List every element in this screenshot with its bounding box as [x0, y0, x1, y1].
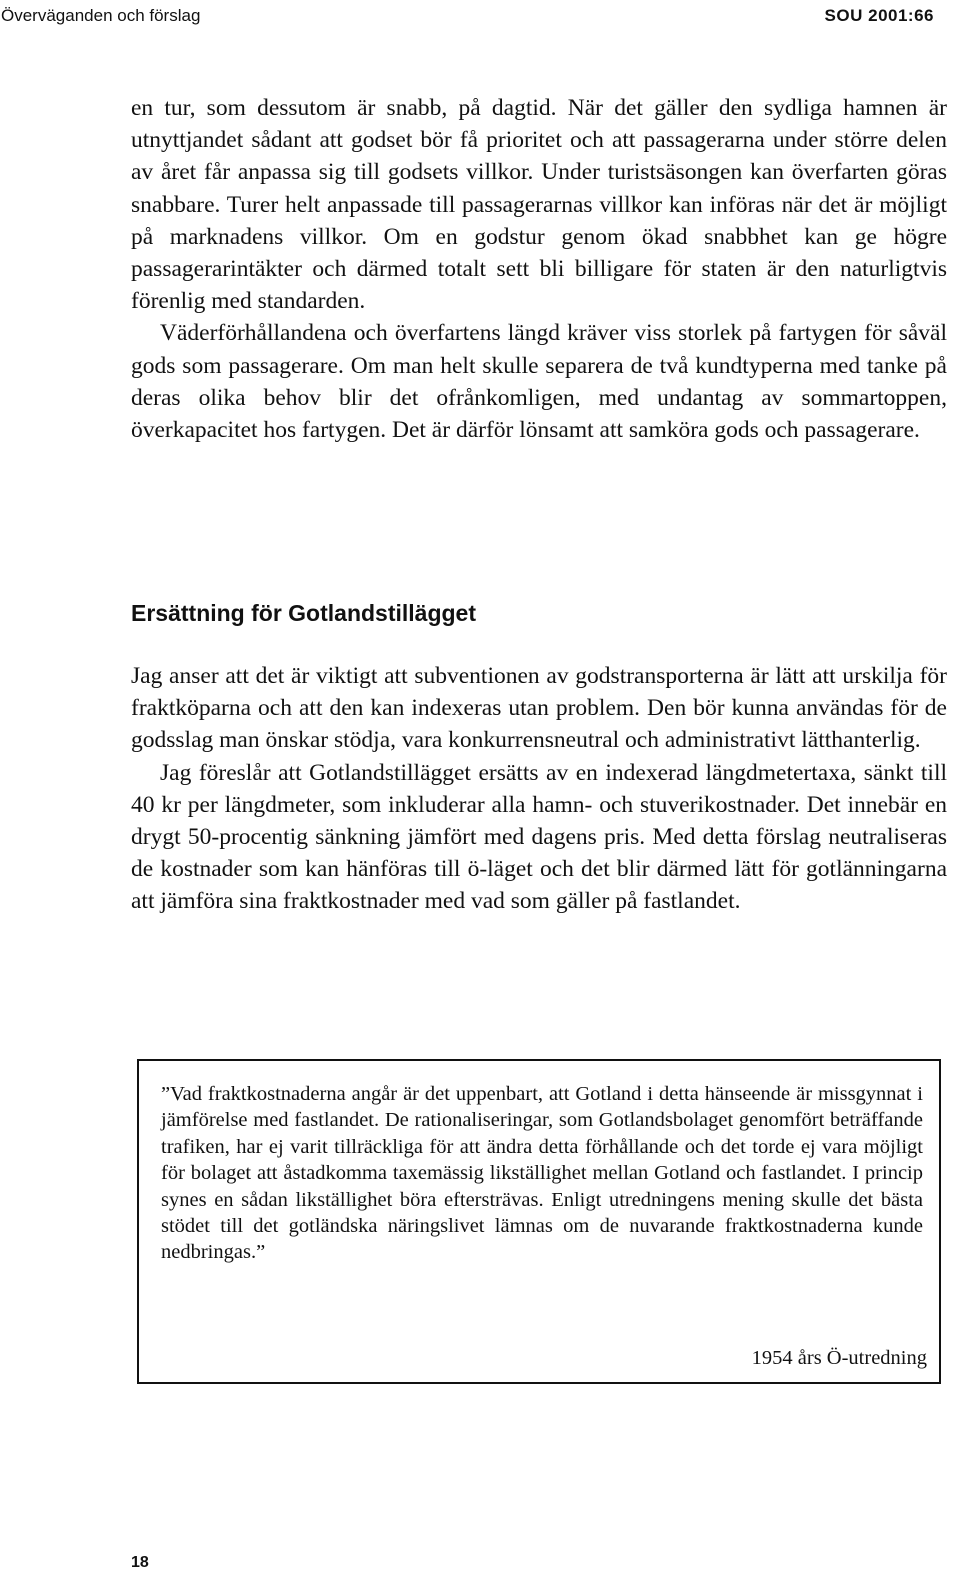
quote-text: ”Vad fraktkostnaderna angår är det uppenbart, att Gotland i detta hänseende är missgynnat i jämförelse med fastlandet. De rationaliseringar, som Gotlandsbolaget genomfört beträffande trafiken, har ej varit tillräckliga för att ändra detta förhållande och det torde ej vara möjligt för bolaget att åstadkomma taxemässig likställighet mellan Gotland och fastlandet. I princip synes en sådan likställighet böra eftersträvas. Enligt utredningens mening skulle det bästa stödet till det gotländska näringslivet lämnas om de nuvarande fraktkostnaderna kunde nedbringas.”	[161, 1083, 923, 1264]
quote-source: 1954 års Ö-utredning	[751, 1347, 927, 1369]
paragraph: Jag föreslår att Gotlandstillägget ersätts av en indexerad längdmetertaxa, sänkt till 40 kr per längdmeter, som inkluderar alla hamn- och stuverikostnader. Det innebär en drygt 50-procentig sänkning jämfört med dagens pris. Med detta förslag neutraliseras de kostnader som kan hänföras till ö-läget och det blir därmed lätt för gotlänningarna att jämföra sina fraktkostnader med vad som gäller på fastlandet.	[131, 759, 947, 915]
body-text-top	[131, 92, 947, 446]
page-header	[0, 0, 960, 34]
page-number: 18	[131, 1554, 149, 1571]
section-heading: Ersättning för Gotlandstillägget	[131, 600, 477, 626]
paragraph: en tur, som dessutom är snabb, på dagtid. När det gäller den sydliga hamnen är utnyttjandet sådant att godset bör få prioritet och att passagerarna under större delen av året får anpassa sig till godsets villkor. Under turistsäsongen kan överfarten göras snabbare. Turer helt anpassade till passagerarnas villkor kan införas när det är möjligt på marknadens villkor. Om en godstur genom ökad snabbhet kan ge högre passagerarintäkter och därmed totalt sett bli billigare för staten är den naturligtvis förenlig med standarden.	[131, 95, 947, 315]
quote-box	[137, 1059, 941, 1384]
body-text-section	[131, 660, 947, 918]
document-reference: SOU 2001:66	[824, 6, 934, 25]
paragraph: Väderförhållandena och överfartens längd kräver viss storlek på fartygen för såväl gods som passagerare. Om man helt skulle separera de två kundtyperna med tanke på deras olika behov blir det ofrånkomligen, med undantag av sommartoppen, överkapacitet hos fartygen. Det är därför lönsamt att samköra gods och passagerare.	[131, 320, 947, 444]
paragraph: Jag anser att det är viktigt att subventionen av godstransporterna är lätt att urskilja för fraktköparna och att den kan indexeras utan problem. Den bör kunna användas för de godsslag man önskar stödja, vara konkurrensneutral och administrativt lätthanterlig.	[131, 663, 947, 754]
running-section-title: Överväganden och förslag	[1, 6, 201, 25]
